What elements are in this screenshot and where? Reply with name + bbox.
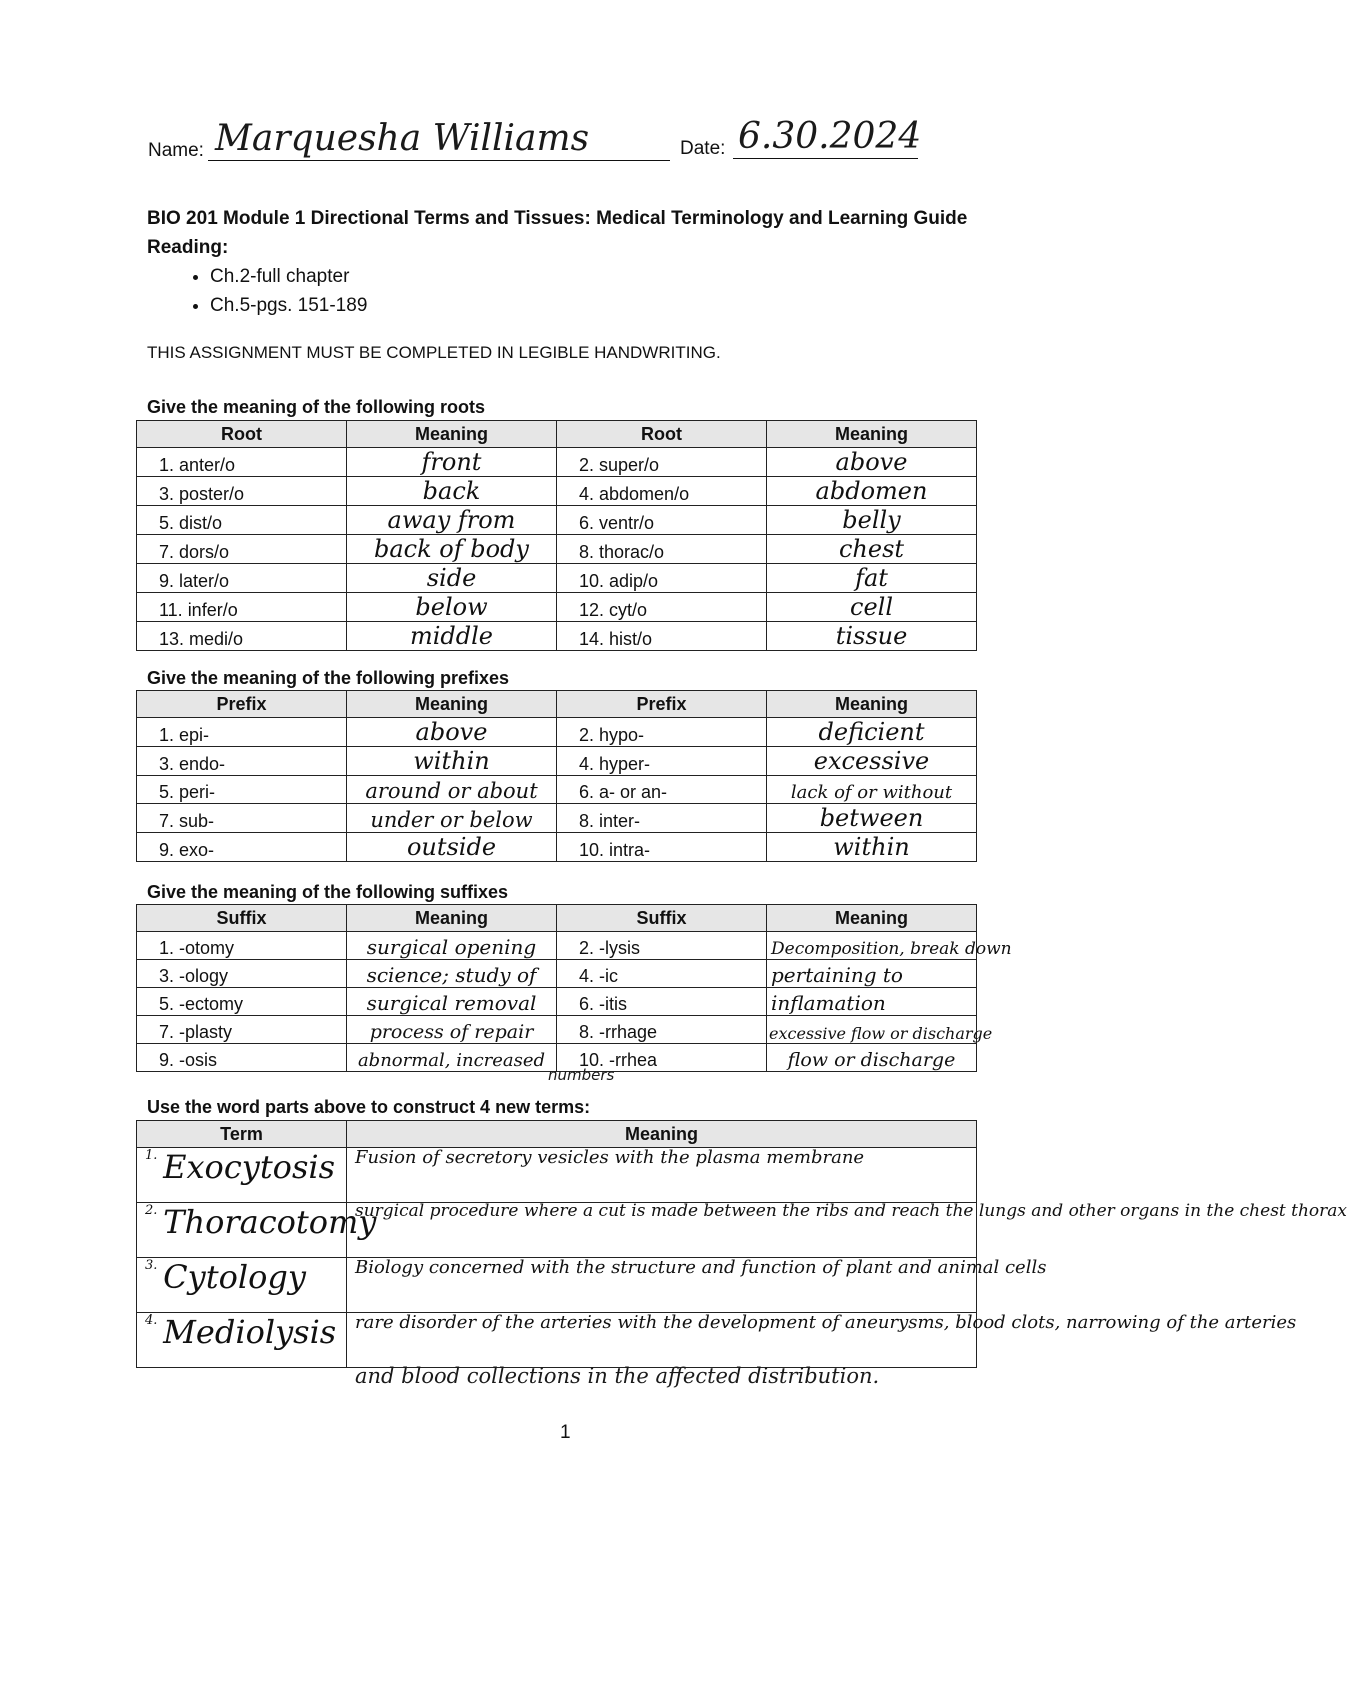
prefix-answer: excessive bbox=[767, 747, 977, 776]
roots-table bbox=[136, 420, 977, 651]
table-row bbox=[137, 535, 977, 564]
root-answer: front bbox=[347, 448, 557, 477]
table-row bbox=[137, 776, 977, 804]
table-row bbox=[137, 747, 977, 776]
suffix-term: 9. -osis bbox=[137, 1044, 347, 1072]
page-number: 1 bbox=[560, 1422, 571, 1443]
table-row bbox=[137, 960, 977, 988]
root-answer: side bbox=[347, 564, 557, 593]
name-value: Marquesha Williams bbox=[215, 118, 590, 159]
root-term: 10. adip/o bbox=[557, 564, 767, 593]
root-answer: back of body bbox=[347, 535, 557, 564]
date-underline bbox=[733, 158, 918, 159]
root-answer: back bbox=[347, 477, 557, 506]
suffix-answer: process of repair bbox=[347, 1016, 557, 1044]
name-label: Name: bbox=[148, 140, 204, 161]
terms-continuation: and blood collections in the affected distribution. bbox=[355, 1364, 880, 1388]
prefix-term: 7. sub- bbox=[137, 804, 347, 833]
term-meaning: surgical procedure where a cut is made between the ribs and reach the lungs and other organs in the chest thorax bbox=[347, 1203, 977, 1258]
root-term: 4. abdomen/o bbox=[557, 477, 767, 506]
reading-item: • Ch.5-pgs. 151-189 bbox=[210, 291, 367, 320]
table-row bbox=[137, 448, 977, 477]
prefix-term: 8. inter- bbox=[557, 804, 767, 833]
suffix-answer: science; study of bbox=[347, 960, 557, 988]
root-term: 13. medi/o bbox=[137, 622, 347, 651]
term-number: 1. bbox=[145, 1148, 158, 1163]
suffixes-table bbox=[136, 904, 1012, 1072]
suffix-term: 10. -rrhea bbox=[557, 1044, 767, 1072]
root-term: 8. thorac/o bbox=[557, 535, 767, 564]
table-row bbox=[137, 593, 977, 622]
table-row bbox=[137, 506, 977, 535]
root-term: 6. ventr/o bbox=[557, 506, 767, 535]
root-term: 14. hist/o bbox=[557, 622, 767, 651]
root-term: 11. infer/o bbox=[137, 593, 347, 622]
root-answer: middle bbox=[347, 622, 557, 651]
term-cell bbox=[137, 1313, 347, 1368]
term-meaning: Biology concerned with the structure and function of plant and animal cells bbox=[347, 1258, 977, 1313]
roots-header-root: Root bbox=[137, 421, 347, 448]
root-term: 9. later/o bbox=[137, 564, 347, 593]
suffixes-header-suffix: Suffix bbox=[137, 905, 347, 932]
reading-list bbox=[170, 262, 367, 320]
root-answer: belly bbox=[767, 506, 977, 535]
table-row bbox=[137, 622, 977, 651]
suffix-term: 2. -lysis bbox=[557, 932, 767, 960]
prefix-term: 4. hyper- bbox=[557, 747, 767, 776]
roots-header-meaning: Meaning bbox=[767, 421, 977, 448]
roots-heading: Give the meaning of the following roots bbox=[147, 397, 486, 417]
prefix-term: 1. epi- bbox=[137, 718, 347, 747]
roots-header-meaning: Meaning bbox=[347, 421, 557, 448]
prefix-term: 9. exo- bbox=[137, 833, 347, 862]
prefixes-heading: Give the meaning of the following prefixes bbox=[147, 668, 510, 688]
term-number: 4. bbox=[145, 1313, 158, 1328]
root-answer: fat bbox=[767, 564, 977, 593]
table-row bbox=[137, 564, 977, 593]
term-meaning: Fusion of secretory vesicles with the plasma membrane bbox=[347, 1148, 977, 1203]
suffix-answer: abnormal, increased bbox=[347, 1044, 557, 1072]
reading-item: • Ch.2-full chapter bbox=[210, 262, 367, 291]
root-answer: abdomen bbox=[767, 477, 977, 506]
terms-table bbox=[136, 1120, 1347, 1368]
date-value: 6.30.2024 bbox=[738, 116, 922, 157]
table-row bbox=[137, 1203, 977, 1258]
root-answer: cell bbox=[767, 593, 977, 622]
table-row bbox=[137, 1313, 977, 1368]
suffix-overflow-note: numbers bbox=[548, 1066, 615, 1084]
suffix-answer: pertaining to bbox=[767, 960, 977, 988]
prefix-answer: within bbox=[767, 833, 977, 862]
date-label: Date: bbox=[680, 138, 726, 159]
suffix-term: 8. -rrhage bbox=[557, 1016, 767, 1044]
instruction-text: THIS ASSIGNMENT MUST BE COMPLETED IN LEGIBLE HANDWRITING. bbox=[147, 343, 721, 362]
table-row bbox=[137, 718, 977, 747]
table-row bbox=[137, 477, 977, 506]
term-word: Cytology bbox=[163, 1258, 306, 1296]
suffixes-header-meaning: Meaning bbox=[767, 905, 977, 932]
root-answer: tissue bbox=[767, 622, 977, 651]
term-word: Thoracotomy bbox=[163, 1203, 377, 1241]
suffixes-header-suffix: Suffix bbox=[557, 905, 767, 932]
root-answer: above bbox=[767, 448, 977, 477]
table-row bbox=[137, 833, 977, 862]
table-row bbox=[137, 1258, 977, 1313]
suffix-answer: excessive flow or discharge bbox=[767, 1016, 977, 1044]
root-term: 12. cyt/o bbox=[557, 593, 767, 622]
term-number: 3. bbox=[145, 1258, 158, 1273]
suffix-answer: surgical removal bbox=[347, 988, 557, 1016]
reading-label: Reading: bbox=[147, 237, 229, 258]
root-answer: below bbox=[347, 593, 557, 622]
prefix-answer: lack of or without bbox=[767, 776, 977, 804]
table-row bbox=[137, 1148, 977, 1203]
prefix-term: 5. peri- bbox=[137, 776, 347, 804]
prefix-answer: around or about bbox=[347, 776, 557, 804]
prefixes-table bbox=[136, 690, 977, 862]
table-row bbox=[137, 804, 977, 833]
root-answer: away from bbox=[347, 506, 557, 535]
suffix-term: 4. -ic bbox=[557, 960, 767, 988]
suffix-term: 1. -otomy bbox=[137, 932, 347, 960]
prefixes-header-meaning: Meaning bbox=[767, 691, 977, 718]
root-term: 3. poster/o bbox=[137, 477, 347, 506]
prefixes-header-prefix: Prefix bbox=[137, 691, 347, 718]
suffix-term: 5. -ectomy bbox=[137, 988, 347, 1016]
prefixes-header-prefix: Prefix bbox=[557, 691, 767, 718]
term-word: Mediolysis bbox=[163, 1313, 337, 1351]
term-number: 2. bbox=[145, 1203, 158, 1218]
terms-heading: Use the word parts above to construct 4 new terms: bbox=[147, 1097, 591, 1117]
root-term: 5. dist/o bbox=[137, 506, 347, 535]
prefix-term: 10. intra- bbox=[557, 833, 767, 862]
prefix-term: 3. endo- bbox=[137, 747, 347, 776]
term-word: Exocytosis bbox=[163, 1148, 336, 1186]
prefix-answer: between bbox=[767, 804, 977, 833]
prefixes-header-meaning: Meaning bbox=[347, 691, 557, 718]
root-term: 2. super/o bbox=[557, 448, 767, 477]
prefix-answer: outside bbox=[347, 833, 557, 862]
term-cell bbox=[137, 1258, 347, 1313]
table-row bbox=[137, 932, 977, 960]
prefix-answer: deficient bbox=[767, 718, 977, 747]
suffix-answer: flow or discharge bbox=[767, 1044, 977, 1072]
prefix-answer: above bbox=[347, 718, 557, 747]
term-cell bbox=[137, 1203, 377, 1258]
suffixes-header-meaning: Meaning bbox=[347, 905, 557, 932]
name-underline bbox=[208, 160, 670, 161]
suffix-term: 6. -itis bbox=[557, 988, 767, 1016]
prefix-answer: under or below bbox=[347, 804, 557, 833]
table-row bbox=[137, 988, 977, 1016]
suffix-answer: inflamation bbox=[767, 988, 977, 1016]
term-meaning: rare disorder of the arteries with the development of aneurysms, blood clots, narrowing of the arteries bbox=[347, 1313, 977, 1368]
page-title: BIO 201 Module 1 Directional Terms and Tissues: Medical Terminology and Learning Guide bbox=[147, 208, 968, 229]
roots-header-root: Root bbox=[557, 421, 767, 448]
prefix-term: 6. a- or an- bbox=[557, 776, 767, 804]
prefix-term: 2. hypo- bbox=[557, 718, 767, 747]
suffix-term: 3. -ology bbox=[137, 960, 347, 988]
terms-header-meaning: Meaning bbox=[347, 1121, 977, 1148]
suffix-answer: surgical opening bbox=[347, 932, 557, 960]
term-cell bbox=[137, 1148, 347, 1203]
suffix-answer: Decomposition, break down bbox=[767, 932, 977, 960]
root-term: 7. dors/o bbox=[137, 535, 347, 564]
terms-header-term: Term bbox=[137, 1121, 347, 1148]
root-answer: chest bbox=[767, 535, 977, 564]
suffixes-heading: Give the meaning of the following suffixes bbox=[147, 882, 509, 902]
prefix-answer: within bbox=[347, 747, 557, 776]
suffix-term: 7. -plasty bbox=[137, 1016, 347, 1044]
root-term: 1. anter/o bbox=[137, 448, 347, 477]
table-row bbox=[137, 1016, 977, 1044]
